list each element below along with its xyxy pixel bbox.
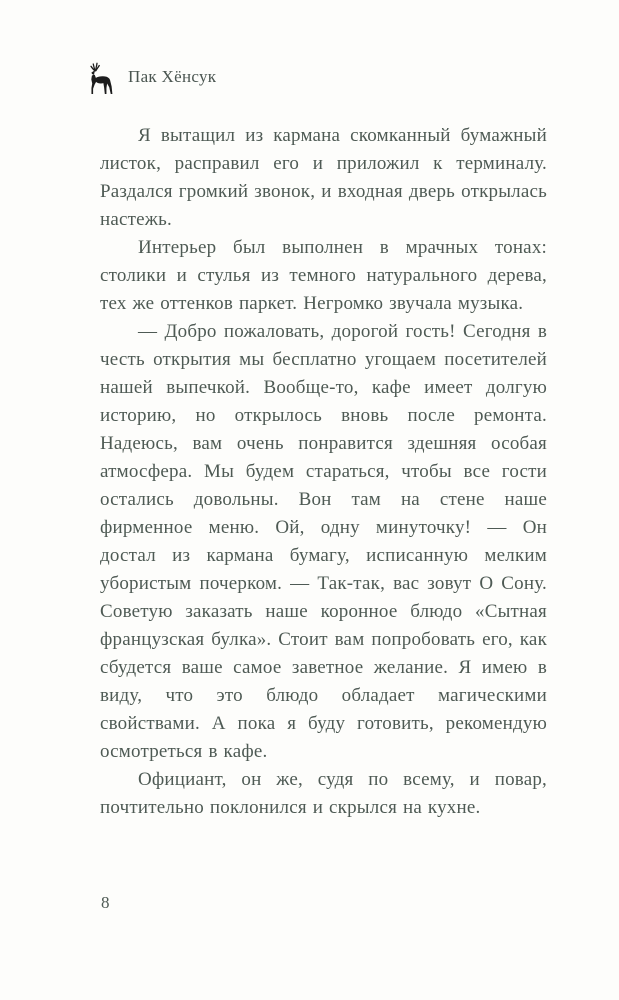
paragraph: — Добро пожаловать, дорогой гость! Сегодня в честь открытия мы бесплатно угощаем посетителей нашей выпечкой. Вообще-то, кафе имеет долгую историю, но открылось вновь после ремонта. Надеюсь, вам очень понравится здешняя особая атмосфера. Мы будем стараться, чтобы все гости остались довольны. Вон там на стене наше фирменное меню. Ой, одну минуточку! — Он достал из кармана бумагу, исписанную мелким убористым почерком. — Так-так, вас зовут О Сону. Советую заказать наше коронное блюдо «Сытная французская булка». Стоит вам попробовать его, как сбудется ваше самое заветное желание. Я имею в виду, что это блюдо обладает магическими свойствами. А пока я буду готовить, рекомендую осмотреться в кафе.	[100, 321, 547, 762]
page-number: 8	[101, 893, 110, 912]
deer-icon	[84, 59, 116, 97]
author-name: Пак Хёнсук	[128, 67, 217, 86]
paragraph: Я вытащил из кармана скомканный бумажный листок, расправил его и приложил к терминалу. Раздался громкий звонок, и входная дверь открылась настежь.	[100, 125, 547, 230]
paragraph: Интерьер был выполнен в мрачных тонах: столики и стулья из темного натурального дерева, тех же оттенков паркет. Негромко звучала музыка.	[100, 237, 547, 314]
page-header	[84, 58, 547, 98]
page-footer	[101, 893, 110, 913]
page-body	[100, 122, 547, 822]
paragraph: Официант, он же, судя по всему, и повар, почтительно поклонился и скрылся на кухне.	[100, 769, 547, 818]
